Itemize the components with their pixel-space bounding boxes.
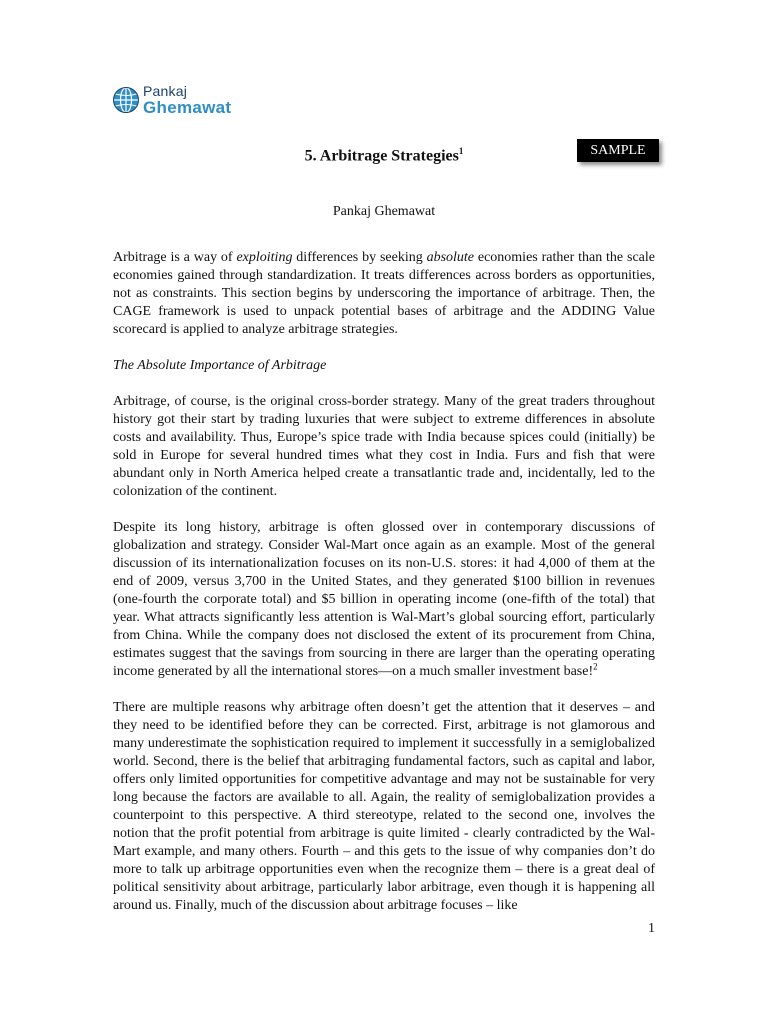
globe-icon: [112, 86, 140, 114]
paragraph-history: Arbitrage, of course, is the original cross-border strategy. Many of the great traders throughout history got their start by trading luxuries that were subject to extreme differences in absolute costs and availability. Thus, Europe’s spice trade with India because spices could (initially) be sold in Europe for several hundred times what they cost in India. Furs and fish that were abundant only in North America helped create a transatlantic trade and, incidentally, led to the colonization of the continent.: [113, 394, 655, 499]
paragraph-reasons: There are multiple reasons why arbitrage often doesn’t get the attention that it deserves – and they need to be identified before they can be corrected. First, arbitrage is not glamorous and many underestimate the sophistication required to implement it successfully in a semiglobalized world. Second, there is the belief that arbitraging fundamental factors, such as capital and labor, offers only limited opportunities for competitive advantage and may not be sustainable for very long because the factors are available to all. Again, the reality of semiglobalization provides a counterpoint to this perspective. A third stereotype, related to the second one, involves the notion that the profit potential from arbitrage is quite limited - clearly contradicted by the Wal-Mart example, and many others. Fourth – and this gets to the issue of why companies don’t do more to talk up arbitrage opportunities even when the recognize them – there is a great deal of political sensitivity about arbitrage, particularly labor arbitrage, even though it is happening all around us. Finally, much of the discussion about arbitrage focuses – like: [113, 700, 655, 913]
section-heading: The Absolute Importance of Arbitrage: [113, 358, 327, 373]
title-text: 5. Arbitrage Strategies: [304, 147, 459, 165]
page-number: 1: [648, 921, 655, 936]
logo-last-name: Ghemawat: [143, 98, 232, 117]
logo-wordmark: [143, 84, 231, 116]
sample-badge: SAMPLE: [577, 139, 659, 162]
text-run: Arbitrage is a way of: [113, 250, 237, 265]
text-run: differences by seeking: [292, 250, 427, 265]
footnote-marker: 2: [593, 661, 598, 672]
logo-first-name: Pankaj: [143, 83, 188, 99]
title-footnote: 1: [458, 146, 464, 156]
document-body: [113, 249, 655, 933]
logo: [112, 84, 231, 116]
paragraph-intro: [113, 249, 655, 339]
emphasis-absolute: absolute: [426, 250, 475, 265]
text-run: Despite its long history, arbitrage is often glossed over in contemporary discussions of globalization and strategy. Consider Wal-Mart once again as an example. Most of the general discussion of its internationalization focuses on its non-U.S. stores: it had 4,000 of them at the end of 2009, versus 3,700 in the United States, and they generated $100 billion in revenues (one-fourth the corporate total) and $5 billion in operating income (one-fifth of the total) that year. What attracts significantly less attention is Wal-Mart’s global sourcing effort, particularly from China. While the company does not disclosed the extent of its procurement from China, estimates suggest that the savings from sourcing in there are larger than the operating operating income generated by all the international stores—on a much smaller investment base!: [113, 520, 655, 679]
author-name: Pankaj Ghemawat: [332, 204, 436, 219]
text-run: economies rather than the scale economies gained through standardization. It treats differences across borders as opportunities, not as constraints. This section begins by underscoring the importance of arbitrage. Then, the CAGE framework is used to unpack potential bases of arbitrage and the ADDING Value scorecard is applied to analyze arbitrage strategies.: [113, 250, 655, 337]
paragraph-walmart: [113, 519, 655, 681]
page-title: [0, 146, 768, 165]
emphasis-exploiting: exploiting: [236, 250, 293, 265]
